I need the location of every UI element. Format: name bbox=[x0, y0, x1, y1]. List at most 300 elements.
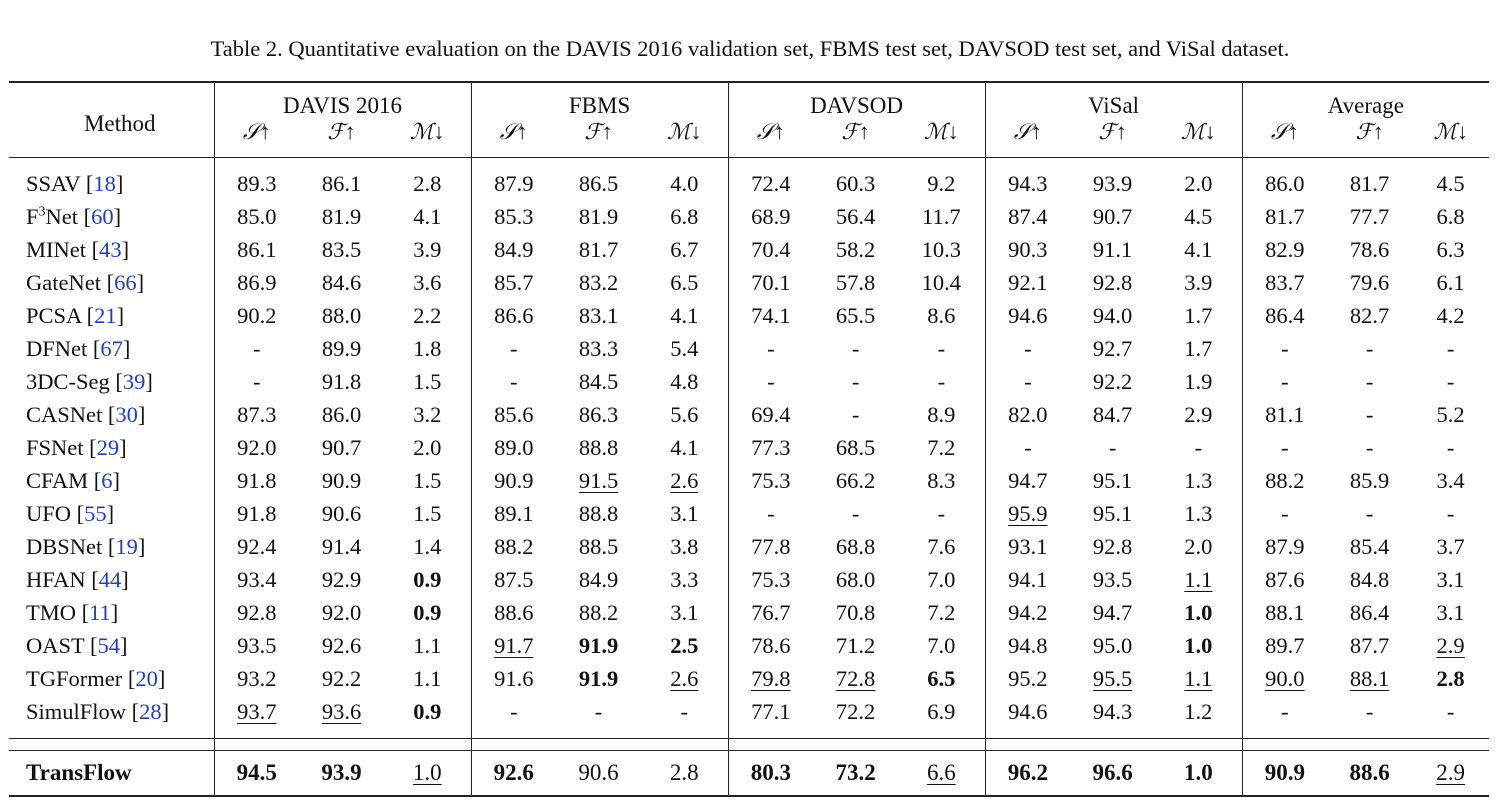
citation-link[interactable]: 21 bbox=[94, 302, 117, 328]
table-cell bbox=[299, 530, 384, 563]
table-cell bbox=[1070, 398, 1155, 431]
cell-value: 5.6 bbox=[670, 401, 699, 427]
table-cell bbox=[471, 332, 556, 365]
table-cell bbox=[1155, 497, 1242, 530]
table-cell bbox=[813, 365, 898, 398]
cell-value: - bbox=[1281, 500, 1289, 526]
separator-cell bbox=[1070, 739, 1155, 751]
method-name: TMO [11] bbox=[26, 599, 119, 625]
table-cell bbox=[1242, 398, 1327, 431]
table-cell bbox=[1155, 332, 1242, 365]
table-cell bbox=[214, 398, 299, 431]
table-cell bbox=[813, 629, 898, 662]
table-cell bbox=[471, 266, 556, 299]
method-label: CASNet bbox=[26, 401, 108, 427]
separator-cell bbox=[728, 739, 813, 751]
cell-value: 90.6 bbox=[578, 760, 619, 785]
table-cell bbox=[898, 233, 985, 266]
table-cell bbox=[471, 751, 556, 797]
table-row bbox=[9, 464, 1489, 497]
table-cell bbox=[1242, 629, 1327, 662]
table-cell bbox=[299, 629, 384, 662]
cell-value: 1.1 bbox=[413, 632, 442, 658]
cell-value: 68.0 bbox=[835, 566, 876, 592]
cell-value: 71.2 bbox=[835, 632, 876, 658]
cell-value: 94.7 bbox=[1092, 599, 1133, 625]
table-cell bbox=[1412, 629, 1489, 662]
table-cell bbox=[641, 695, 728, 739]
table-cell bbox=[813, 266, 898, 299]
cell-value: - bbox=[767, 368, 775, 394]
citation-link[interactable]: 20 bbox=[135, 665, 158, 691]
table-cell bbox=[898, 332, 985, 365]
table-cell bbox=[1327, 751, 1412, 797]
cell-value: 9.2 bbox=[927, 170, 956, 196]
table-cell bbox=[898, 266, 985, 299]
cell-value: 70.1 bbox=[751, 269, 791, 295]
table-cell bbox=[471, 695, 556, 739]
cell-value: 6.5 bbox=[927, 665, 956, 691]
table-cell bbox=[384, 200, 471, 233]
citation-link[interactable]: 60 bbox=[91, 203, 114, 229]
table-cell bbox=[898, 158, 985, 201]
cell-value: - bbox=[1365, 698, 1374, 724]
citation-link[interactable]: 54 bbox=[97, 632, 120, 658]
table-row bbox=[9, 695, 1489, 739]
cell-value: 8.9 bbox=[927, 401, 956, 427]
cell-value: 74.1 bbox=[751, 302, 791, 328]
table-cell bbox=[384, 464, 471, 497]
cell-value: 84.7 bbox=[1092, 401, 1133, 427]
table-cell bbox=[728, 365, 813, 398]
cell-value: - bbox=[1281, 434, 1289, 460]
cell-value: 87.9 bbox=[1265, 533, 1305, 559]
cell-value: - bbox=[1281, 698, 1289, 724]
cell-value: - bbox=[1365, 401, 1374, 427]
table-cell bbox=[1242, 200, 1327, 233]
metric-header: ℳ↓ bbox=[1433, 119, 1468, 144]
table-row bbox=[9, 530, 1489, 563]
cell-value: 86.6 bbox=[494, 302, 534, 328]
citation-link[interactable]: 19 bbox=[115, 533, 138, 559]
citation-link[interactable]: 30 bbox=[115, 401, 138, 427]
cell-value: - bbox=[1281, 368, 1289, 394]
citation-link[interactable]: 6 bbox=[101, 467, 113, 493]
cell-value: 81.7 bbox=[1265, 203, 1305, 229]
cell-value: 91.4 bbox=[321, 533, 362, 559]
cell-value: 87.9 bbox=[494, 170, 534, 196]
citation-link[interactable]: 29 bbox=[96, 434, 120, 460]
cell-value: 82.9 bbox=[1265, 236, 1305, 262]
citation-link[interactable]: 39 bbox=[122, 368, 146, 394]
table-cell bbox=[985, 431, 1070, 464]
cell-value: 1.3 bbox=[1184, 467, 1213, 493]
cell-value: 84.9 bbox=[578, 566, 619, 592]
cell-value: 88.5 bbox=[578, 533, 619, 559]
method-name: SimulFlow [28] bbox=[26, 698, 170, 724]
cell-value: 90.6 bbox=[321, 500, 362, 526]
cell-value: 88.8 bbox=[578, 434, 619, 460]
table-row bbox=[9, 662, 1489, 695]
table-cell bbox=[471, 629, 556, 662]
cell-value: 75.3 bbox=[751, 566, 791, 592]
table-cell bbox=[985, 233, 1070, 266]
table-cell bbox=[384, 299, 471, 332]
cell-value: 92.1 bbox=[1008, 269, 1048, 295]
cell-value: 94.3 bbox=[1008, 170, 1048, 196]
table-cell bbox=[813, 563, 898, 596]
cell-value: 7.2 bbox=[927, 434, 956, 460]
separator-cell bbox=[813, 739, 898, 751]
cell-value: 6.3 bbox=[1436, 236, 1465, 262]
method-label: SimulFlow bbox=[26, 698, 132, 724]
table-cell bbox=[471, 365, 556, 398]
table-cell bbox=[214, 629, 299, 662]
table-cell bbox=[641, 530, 728, 563]
citation-link[interactable]: 66 bbox=[114, 269, 137, 295]
cell-value: 85.9 bbox=[1349, 467, 1390, 493]
table-cell bbox=[1412, 200, 1489, 233]
method-name: PCSA [21] bbox=[26, 302, 125, 328]
table-row bbox=[9, 266, 1489, 299]
table-cell bbox=[384, 332, 471, 365]
citation-link[interactable]: 43 bbox=[99, 236, 122, 262]
table-cell bbox=[299, 299, 384, 332]
cell-value: 90.9 bbox=[494, 467, 534, 493]
cell-value: 56.4 bbox=[835, 203, 876, 229]
table-cell bbox=[1070, 629, 1155, 662]
metric-header: ℳ↓ bbox=[924, 119, 959, 144]
table-cell bbox=[1070, 299, 1155, 332]
table-cell bbox=[1070, 233, 1155, 266]
cell-value: 94.1 bbox=[1008, 566, 1048, 592]
cell-value: 68.5 bbox=[835, 434, 876, 460]
cell-value: 4.8 bbox=[670, 368, 699, 394]
table-cell bbox=[384, 431, 471, 464]
metric-header: 𝒮↑ bbox=[728, 119, 813, 158]
table-cell bbox=[214, 695, 299, 739]
table-cell bbox=[1327, 464, 1412, 497]
cell-value: 86.4 bbox=[1265, 302, 1305, 328]
group-header-average: Average bbox=[1242, 82, 1489, 119]
table-cell bbox=[1155, 158, 1242, 201]
table-cell bbox=[556, 266, 641, 299]
method-name: OAST [54] bbox=[26, 632, 128, 658]
table-cell bbox=[556, 751, 641, 797]
table-cell bbox=[556, 563, 641, 596]
separator-cell bbox=[1412, 739, 1489, 751]
cell-value: 96.6 bbox=[1092, 760, 1133, 785]
table-cell bbox=[384, 398, 471, 431]
table-row bbox=[9, 398, 1489, 431]
citation-link[interactable]: 28 bbox=[139, 698, 162, 724]
metric-header: ℳ↓ bbox=[1181, 119, 1216, 144]
cell-value: 1.9 bbox=[1184, 368, 1213, 394]
cell-value: 88.6 bbox=[494, 599, 534, 625]
table-cell bbox=[728, 431, 813, 464]
table-cell bbox=[1327, 200, 1412, 233]
table-cell bbox=[985, 266, 1070, 299]
cell-value: - bbox=[1024, 335, 1032, 361]
cell-value: 2.5 bbox=[670, 632, 699, 658]
cell-value: - bbox=[1108, 434, 1117, 460]
cell-value: 68.9 bbox=[751, 203, 791, 229]
table-cell bbox=[728, 751, 813, 797]
table-cell bbox=[728, 563, 813, 596]
table-cell bbox=[1242, 299, 1327, 332]
method-label: OAST bbox=[26, 632, 90, 658]
table-cell bbox=[1155, 530, 1242, 563]
cell-value: - bbox=[937, 500, 946, 526]
table-cell bbox=[1412, 398, 1489, 431]
table-cell bbox=[641, 266, 728, 299]
cell-value: 90.7 bbox=[321, 434, 362, 460]
table-cell bbox=[898, 200, 985, 233]
table-cell bbox=[1070, 200, 1155, 233]
cell-value: 57.8 bbox=[835, 269, 876, 295]
table-cell bbox=[214, 563, 299, 596]
cell-value: 92.7 bbox=[1092, 335, 1133, 361]
cell-value: 89.9 bbox=[321, 335, 362, 361]
table-cell bbox=[985, 695, 1070, 739]
cell-value: 95.1 bbox=[1092, 467, 1133, 493]
table-cell bbox=[641, 431, 728, 464]
table-cell bbox=[1327, 497, 1412, 530]
table-cell bbox=[728, 200, 813, 233]
separator-cell bbox=[556, 739, 641, 751]
cell-value: - bbox=[1365, 335, 1374, 361]
cell-value: 79.6 bbox=[1349, 269, 1390, 295]
cell-value: 86.1 bbox=[237, 236, 277, 262]
table-cell bbox=[1327, 158, 1412, 201]
table-cell bbox=[1412, 266, 1489, 299]
table-cell bbox=[1412, 233, 1489, 266]
citation-link[interactable]: 11 bbox=[89, 599, 111, 625]
cell-value: 89.1 bbox=[494, 500, 534, 526]
cell-value: 85.0 bbox=[237, 203, 277, 229]
cell-value: 81.1 bbox=[1265, 401, 1305, 427]
cell-value: 90.9 bbox=[321, 467, 362, 493]
cell-value: 7.6 bbox=[927, 533, 956, 559]
cell-value: 92.6 bbox=[321, 632, 362, 658]
table-cell bbox=[898, 431, 985, 464]
cell-value: 68.8 bbox=[835, 533, 876, 559]
cell-value: 72.4 bbox=[751, 170, 791, 196]
table-cell bbox=[985, 332, 1070, 365]
table-cell bbox=[898, 497, 985, 530]
table-cell bbox=[214, 530, 299, 563]
cell-value: 4.1 bbox=[670, 302, 699, 328]
metric-header: 𝒮↑ bbox=[1242, 119, 1327, 158]
table-cell bbox=[641, 158, 728, 201]
citation-link[interactable]: 18 bbox=[93, 170, 116, 196]
cell-value: - bbox=[680, 698, 689, 724]
table-cell bbox=[641, 662, 728, 695]
table-cell bbox=[985, 299, 1070, 332]
cell-value: - bbox=[1365, 434, 1374, 460]
table-cell bbox=[1327, 299, 1412, 332]
table-cell bbox=[556, 299, 641, 332]
table-cell bbox=[1412, 563, 1489, 596]
cell-value: 58.2 bbox=[835, 236, 876, 262]
table-cell bbox=[1070, 365, 1155, 398]
cell-value: 2.8 bbox=[669, 760, 699, 785]
group-header-row bbox=[9, 82, 1489, 119]
table-cell bbox=[985, 563, 1070, 596]
cell-value: 2.6 bbox=[670, 665, 699, 691]
table-cell bbox=[384, 751, 471, 797]
table-cell bbox=[299, 266, 384, 299]
cell-value: 91.8 bbox=[237, 500, 277, 526]
table-cell bbox=[1327, 233, 1412, 266]
cell-value: 93.4 bbox=[237, 566, 277, 592]
cell-value: 3.9 bbox=[1184, 269, 1213, 295]
cell-value: 93.9 bbox=[321, 760, 362, 785]
cell-value: - bbox=[767, 335, 775, 361]
table-cell bbox=[299, 751, 384, 797]
cell-value: 3.8 bbox=[670, 533, 699, 559]
table-cell bbox=[1242, 233, 1327, 266]
table-cell bbox=[728, 497, 813, 530]
table-cell bbox=[1412, 464, 1489, 497]
table-cell bbox=[1242, 332, 1327, 365]
method-name: $F^3Net$ [60] bbox=[26, 203, 122, 229]
cell-value: 1.5 bbox=[413, 467, 442, 493]
cell-value: - bbox=[851, 401, 860, 427]
table-cell bbox=[471, 299, 556, 332]
metric-header: 𝒮↑ bbox=[471, 119, 556, 158]
cell-value: 10.4 bbox=[921, 269, 961, 295]
cell-value: 1.4 bbox=[413, 533, 442, 559]
table-cell bbox=[813, 332, 898, 365]
table-cell bbox=[813, 233, 898, 266]
method-label-rest: Net bbox=[45, 203, 84, 229]
cell-value: 86.3 bbox=[578, 401, 619, 427]
table-cell bbox=[898, 662, 985, 695]
table-cell bbox=[728, 398, 813, 431]
table-cell bbox=[1070, 662, 1155, 695]
table-cell bbox=[1242, 266, 1327, 299]
cell-value: 0.9 bbox=[413, 698, 442, 724]
cell-value: 88.8 bbox=[578, 500, 619, 526]
table-cell bbox=[1412, 299, 1489, 332]
table-cell bbox=[985, 596, 1070, 629]
cell-value: 87.3 bbox=[237, 401, 277, 427]
cell-value: 95.1 bbox=[1092, 500, 1133, 526]
cell-value: - bbox=[1446, 500, 1455, 526]
cell-value: 3.1 bbox=[670, 500, 699, 526]
citation-link[interactable]: 67 bbox=[100, 335, 123, 361]
cell-value: 91.6 bbox=[494, 665, 534, 691]
group-header-davis: DAVIS 2016 bbox=[214, 82, 471, 119]
cell-value: 1.5 bbox=[413, 368, 442, 394]
cell-value: 0.9 bbox=[413, 599, 442, 625]
table-cell bbox=[299, 431, 384, 464]
cell-value: 3.4 bbox=[1436, 467, 1465, 493]
separator-cell bbox=[9, 739, 214, 751]
cell-value: 75.3 bbox=[751, 467, 791, 493]
separator-cell bbox=[299, 739, 384, 751]
table-cell bbox=[556, 365, 641, 398]
table-cell bbox=[299, 464, 384, 497]
cell-value: 92.8 bbox=[1092, 269, 1133, 295]
cell-value: 2.8 bbox=[413, 170, 442, 196]
method-label: HFAN bbox=[26, 566, 92, 592]
cell-value: - bbox=[1194, 434, 1203, 460]
table-cell bbox=[556, 530, 641, 563]
cell-value: 83.3 bbox=[578, 335, 619, 361]
table-cell bbox=[1327, 662, 1412, 695]
cell-value: 1.5 bbox=[413, 500, 442, 526]
separator-cell bbox=[1155, 739, 1242, 751]
cell-value: 77.1 bbox=[751, 698, 791, 724]
table-cell bbox=[299, 497, 384, 530]
cell-value: - bbox=[851, 335, 860, 361]
table-cell bbox=[1327, 431, 1412, 464]
table-cell bbox=[1155, 200, 1242, 233]
table-cell bbox=[214, 233, 299, 266]
table-cell bbox=[299, 662, 384, 695]
table-cell bbox=[1327, 332, 1412, 365]
cell-value: 3.1 bbox=[670, 599, 699, 625]
table-cell bbox=[471, 431, 556, 464]
method-label: TGFormer bbox=[26, 665, 128, 691]
citation-link[interactable]: 55 bbox=[84, 500, 107, 526]
cell-value: 81.7 bbox=[1349, 170, 1390, 196]
cell-value: 92.4 bbox=[237, 533, 277, 559]
table-cell bbox=[384, 596, 471, 629]
table-cell bbox=[1412, 751, 1489, 797]
cell-value: 89.3 bbox=[237, 170, 277, 196]
table-cell bbox=[1070, 431, 1155, 464]
table-cell bbox=[813, 464, 898, 497]
table-row bbox=[9, 233, 1489, 266]
method-label: F bbox=[26, 203, 39, 229]
citation-link[interactable]: 44 bbox=[98, 566, 122, 592]
table-cell bbox=[898, 299, 985, 332]
cell-value: 94.6 bbox=[1008, 698, 1048, 724]
cell-value: - bbox=[1024, 434, 1032, 460]
cell-value: 88.0 bbox=[321, 302, 362, 328]
table-cell bbox=[1155, 266, 1242, 299]
group-header-visal: ViSal bbox=[985, 82, 1242, 119]
cell-value: 87.5 bbox=[494, 566, 534, 592]
cell-value: 91.7 bbox=[494, 632, 534, 658]
cell-value: 84.9 bbox=[494, 236, 534, 262]
cell-value: 3.9 bbox=[413, 236, 442, 262]
table-cell bbox=[1242, 497, 1327, 530]
cell-value: 85.6 bbox=[494, 401, 534, 427]
table-cell bbox=[1070, 563, 1155, 596]
cell-value: 93.5 bbox=[1092, 566, 1133, 592]
table-cell bbox=[1242, 530, 1327, 563]
cell-value: - bbox=[594, 698, 603, 724]
table-cell bbox=[1412, 332, 1489, 365]
table-cell bbox=[1242, 596, 1327, 629]
cell-value: 70.4 bbox=[751, 236, 791, 262]
table-cell bbox=[384, 365, 471, 398]
table-cell bbox=[1242, 365, 1327, 398]
cell-value: - bbox=[1365, 500, 1374, 526]
cell-value: 60.3 bbox=[835, 170, 876, 196]
cell-value: 94.2 bbox=[1008, 599, 1048, 625]
table-cell bbox=[214, 365, 299, 398]
table-cell bbox=[1070, 266, 1155, 299]
method-name: CFAM [6] bbox=[26, 467, 120, 493]
metric-header: ℱ↑ bbox=[1355, 119, 1384, 144]
cell-value: 6.8 bbox=[670, 203, 699, 229]
table-cell bbox=[299, 233, 384, 266]
